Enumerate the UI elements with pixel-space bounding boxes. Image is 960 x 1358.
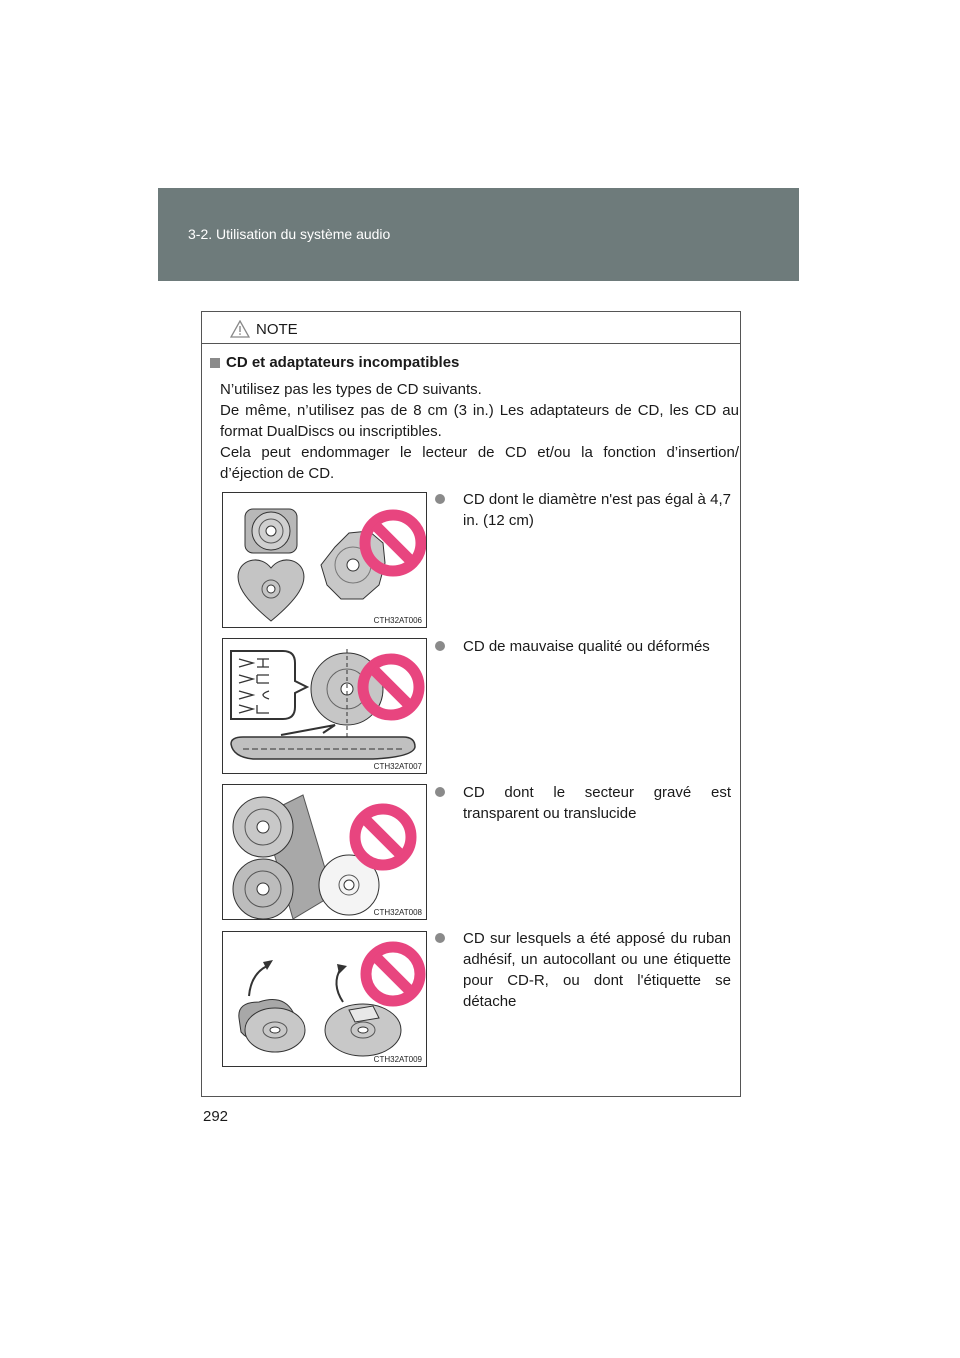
note-line-4: Cela peut endommager le lecteur de CD et/ou la fonction d’insertion/ (220, 444, 739, 461)
bullet-icon (435, 933, 445, 943)
bullet-icon (435, 787, 445, 797)
list-item: CD dont le secteur gravé est transparent ou translucide (435, 782, 731, 824)
section-header (158, 188, 799, 281)
note-title: NOTE (256, 320, 298, 338)
note-line-5: d’éjection de CD. (220, 465, 335, 482)
figure-labeled-cds (222, 931, 427, 1067)
figure-code: CTH32AT008 (373, 908, 422, 917)
figure-code: CTH32AT009 (373, 1055, 422, 1064)
figure-odd-shaped-cds (222, 492, 427, 628)
note-header (202, 312, 740, 344)
note-line-1: N’utilisez pas les types de CD suivants. (220, 381, 482, 398)
square-bullet-icon (210, 358, 220, 368)
bullet-icon (435, 494, 445, 504)
figure-transparent-cds (222, 784, 427, 920)
section-header-title: 3-2. Utilisation du système audio (188, 226, 391, 242)
list-item: CD de mauvaise qualité ou déformés (435, 636, 731, 657)
note-line-2: De même, n’utilisez pas de 8 cm (3 in.) Les adaptateurs de CD, les CD au (220, 402, 739, 419)
figure-deformed-cds (222, 638, 427, 774)
list-item: CD dont le diamètre n'est pas égal à 4,7 in. (12 cm) (435, 489, 731, 531)
figure-code: CTH32AT006 (373, 616, 422, 625)
page-number: 292 (203, 1108, 229, 1125)
figure-code: CTH32AT007 (373, 762, 422, 771)
note-line-3: format DualDiscs ou inscriptibles. (220, 423, 442, 440)
section-title: CD et adaptateurs incompatibles (210, 354, 459, 371)
list-item: CD sur lesquels a été apposé du ruban adhésif, un autocollant ou une étiquette pour CD-R, ou dont l'étiquette se détache (435, 928, 731, 1012)
warning-icon (230, 320, 250, 338)
bullet-icon (435, 641, 445, 651)
note-box (201, 311, 741, 1097)
